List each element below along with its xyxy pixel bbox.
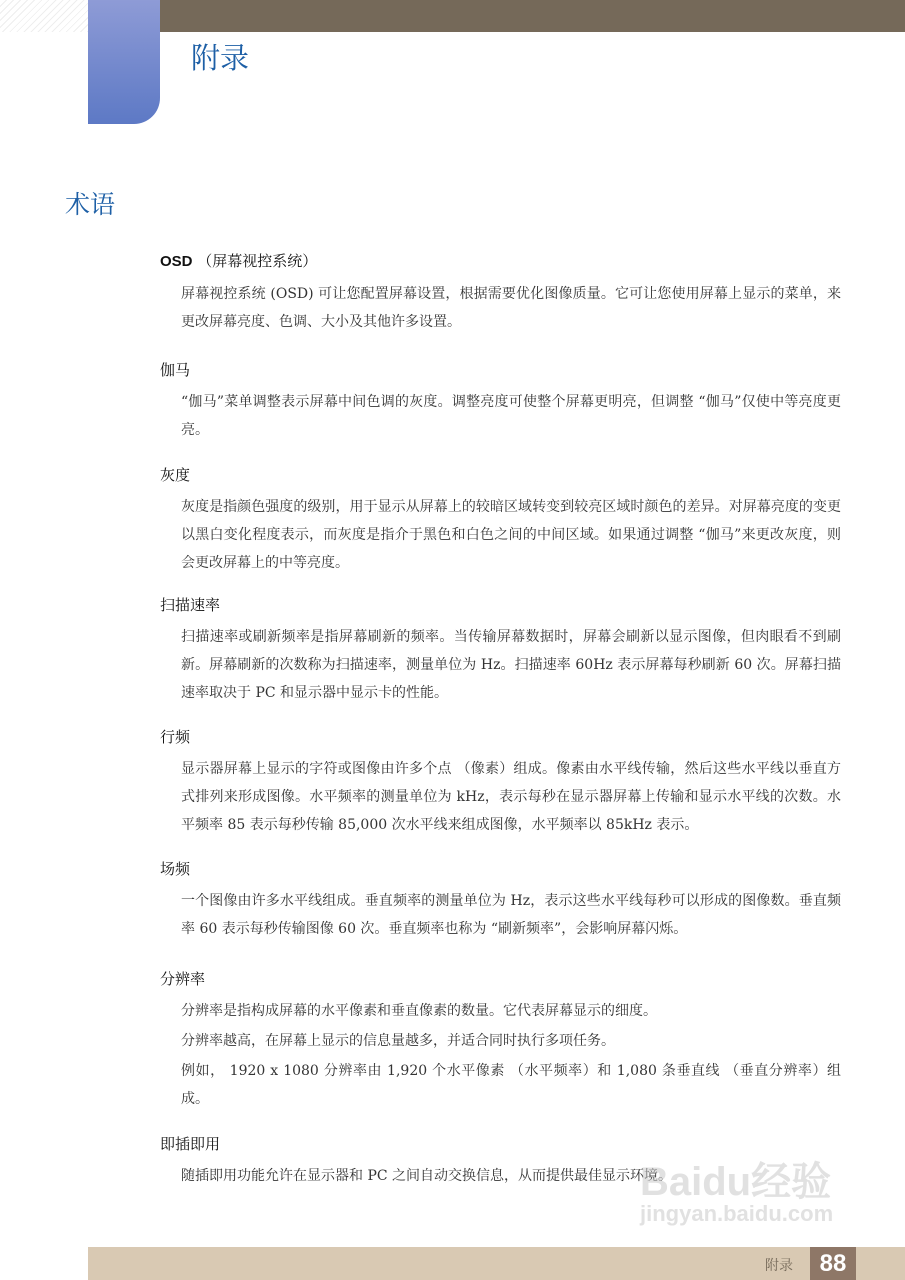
chapter-title: 附录 [191,41,250,75]
term-paragraph: 分辨率是指构成屏幕的水平像素和垂直像素的数量。它代表屏幕显示的细度。 [181,1003,657,1019]
term-title: 扫描速率 [160,596,221,614]
term-osd [160,251,850,336]
term-gamma [160,360,850,444]
term-title [160,251,850,272]
term-paragraph: 例如， 1920 x 1080 分辨率由 1,920 个水平像素 （水平频率）和 1,080 条垂直线 （垂直分辨率）组成。 [181,1063,841,1107]
term-title-bold: OSD [160,253,193,270]
term-paragraph: 一个图像由许多水平线组成。垂直频率的测量单位为 Hz，表示这些水平线每秒可以形成的图像数。垂直频率 60 表示每秒传输图像 60 次。垂直频率也称为 “刷新频率”，会影响屏幕闪烁。 [181,893,841,937]
term-title: 行频 [160,728,191,746]
term-title: 分辨率 [160,970,206,988]
term-title-text: （屏幕视控系统） [192,252,318,270]
term-title: 灰度 [160,466,191,484]
footer-label: 附录 [765,1258,793,1274]
watermark-url: jingyan.baidu.com [640,1201,834,1226]
term-horizontal-frequency [160,727,850,839]
watermark-logo-text: Baidu经验 [640,1160,832,1204]
watermark-logo [640,1150,833,1227]
term-paragraph: 显示器屏幕上显示的字符或图像由许多个点 （像素）组成。像素由水平线传输，然后这些水平线以垂直方式排列来形成图像。水平频率的测量单位为 kHz，表示每秒在显示器屏幕上传输和显示水平线的次数。水平频率 85 表示每秒传输 85,000 次水平线来组成图像，水平频率以 85kHz 表示。 [181,761,841,833]
term-scan-rate [160,595,850,707]
section-title: 术语 [65,190,116,219]
term-title: 即插即用 [160,1135,221,1153]
term-title: 场频 [160,860,191,878]
term-paragraph: 灰度是指颜色强度的级别，用于显示从屏幕上的较暗区域转变到较亮区域时颜色的差异。对屏幕亮度的变更以黑白变化程度表示，而灰度是指介于黑色和白色之间的中间区域。如果通过调整 “伽马”来更改灰度，则会更改屏幕上的中等亮度。 [181,499,841,571]
term-paragraph: 扫描速率或刷新频率是指屏幕刷新的频率。当传输屏幕数据时，屏幕会刷新以显示图像，但肉眼看不到刷新。屏幕刷新的次数称为扫描速率，测量单位为 Hz。扫描速率 60Hz 表示屏幕每秒刷新 60 次。屏幕扫描速率取决于 PC 和显示器中显示卡的性能。 [181,629,841,701]
page-number: 88 [810,1247,856,1280]
term-grayscale [160,465,850,577]
chapter-tab [88,0,160,124]
header-bar [90,0,905,32]
term-resolution [160,969,850,1113]
term-paragraph: 分辨率越高，在屏幕上显示的信息量越多，并适合同时执行多项任务。 [181,1033,615,1049]
term-title: 伽马 [160,361,191,379]
term-paragraph: 屏幕视控系统 (OSD) 可让您配置屏幕设置，根据需要优化图像质量。它可让您使用屏幕上显示的菜单，来更改屏幕亮度、色调、大小及其他许多设置。 [181,286,841,330]
term-paragraph: “伽马”菜单调整表示屏幕中间色调的灰度。调整亮度可使整个屏幕更明亮，但调整 “伽马”仅使中等亮度更亮。 [181,394,841,438]
header-hatch [0,0,90,32]
term-paragraph: 随插即用功能允许在显示器和 PC 之间自动交换信息，从而提供最佳显示环境。 [181,1168,673,1184]
term-vertical-frequency [160,859,850,943]
